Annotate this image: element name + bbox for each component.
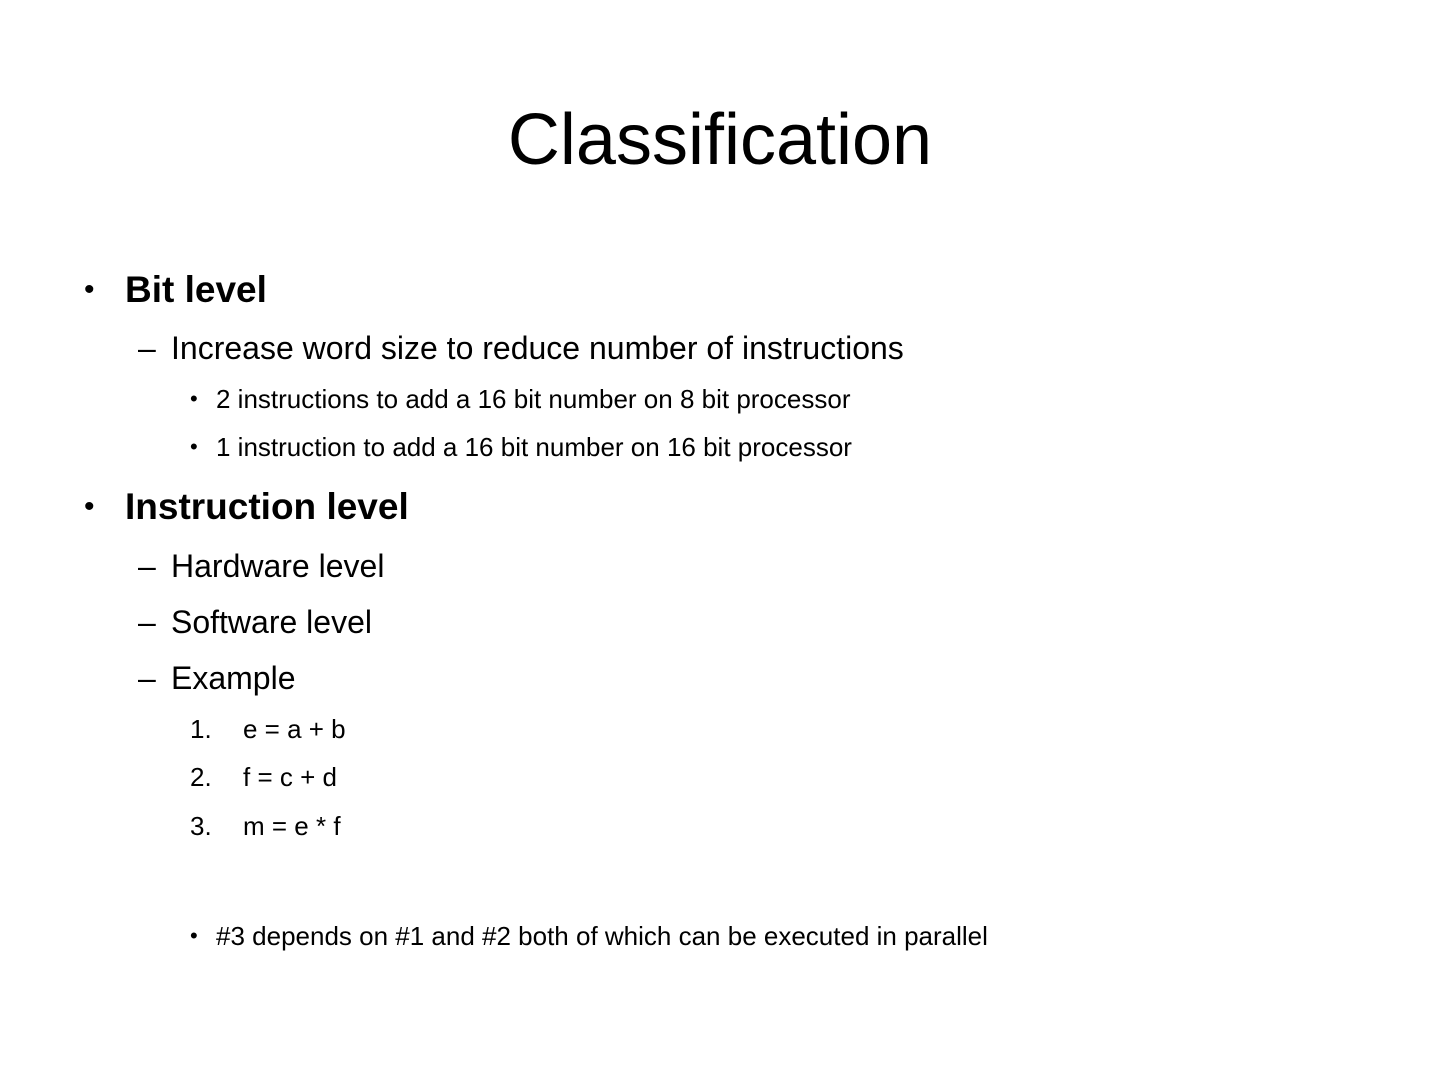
bullet-marker: • — [190, 434, 198, 459]
heading-bit-level: Bit level — [125, 269, 267, 310]
step-number: 2. — [190, 762, 212, 792]
example-step: f = c + d — [243, 762, 337, 792]
sub-item-software: Software level — [171, 604, 372, 640]
sub-item-hardware: Hardware level — [171, 548, 385, 584]
point-8-bit: 2 instructions to add a 16 bit number on 8 bit processor — [216, 384, 851, 414]
bullet-marker: • — [84, 273, 95, 306]
slide-title: Classification — [507, 100, 933, 180]
dash-marker: – — [138, 660, 156, 696]
dependency-note: #3 depends on #1 and #2 both of which can be executed in parallel — [216, 921, 988, 951]
bullet-marker: • — [190, 386, 198, 411]
step-number: 3. — [190, 811, 212, 841]
bullet-marker: • — [190, 923, 198, 948]
example-step: m = e * f — [243, 811, 341, 841]
example-step: e = a + b — [243, 714, 346, 744]
dash-marker: – — [138, 604, 156, 640]
sub-item-example: Example — [171, 660, 296, 696]
step-number: 1. — [190, 714, 212, 744]
point-16-bit: 1 instruction to add a 16 bit number on 16 bit processor — [216, 432, 852, 462]
dash-marker: – — [138, 548, 156, 584]
sub-item-word-size: Increase word size to reduce number of instructions — [171, 330, 904, 366]
bullet-marker: • — [84, 490, 95, 523]
heading-instruction-level: Instruction level — [125, 486, 409, 527]
dash-marker: – — [138, 330, 156, 366]
